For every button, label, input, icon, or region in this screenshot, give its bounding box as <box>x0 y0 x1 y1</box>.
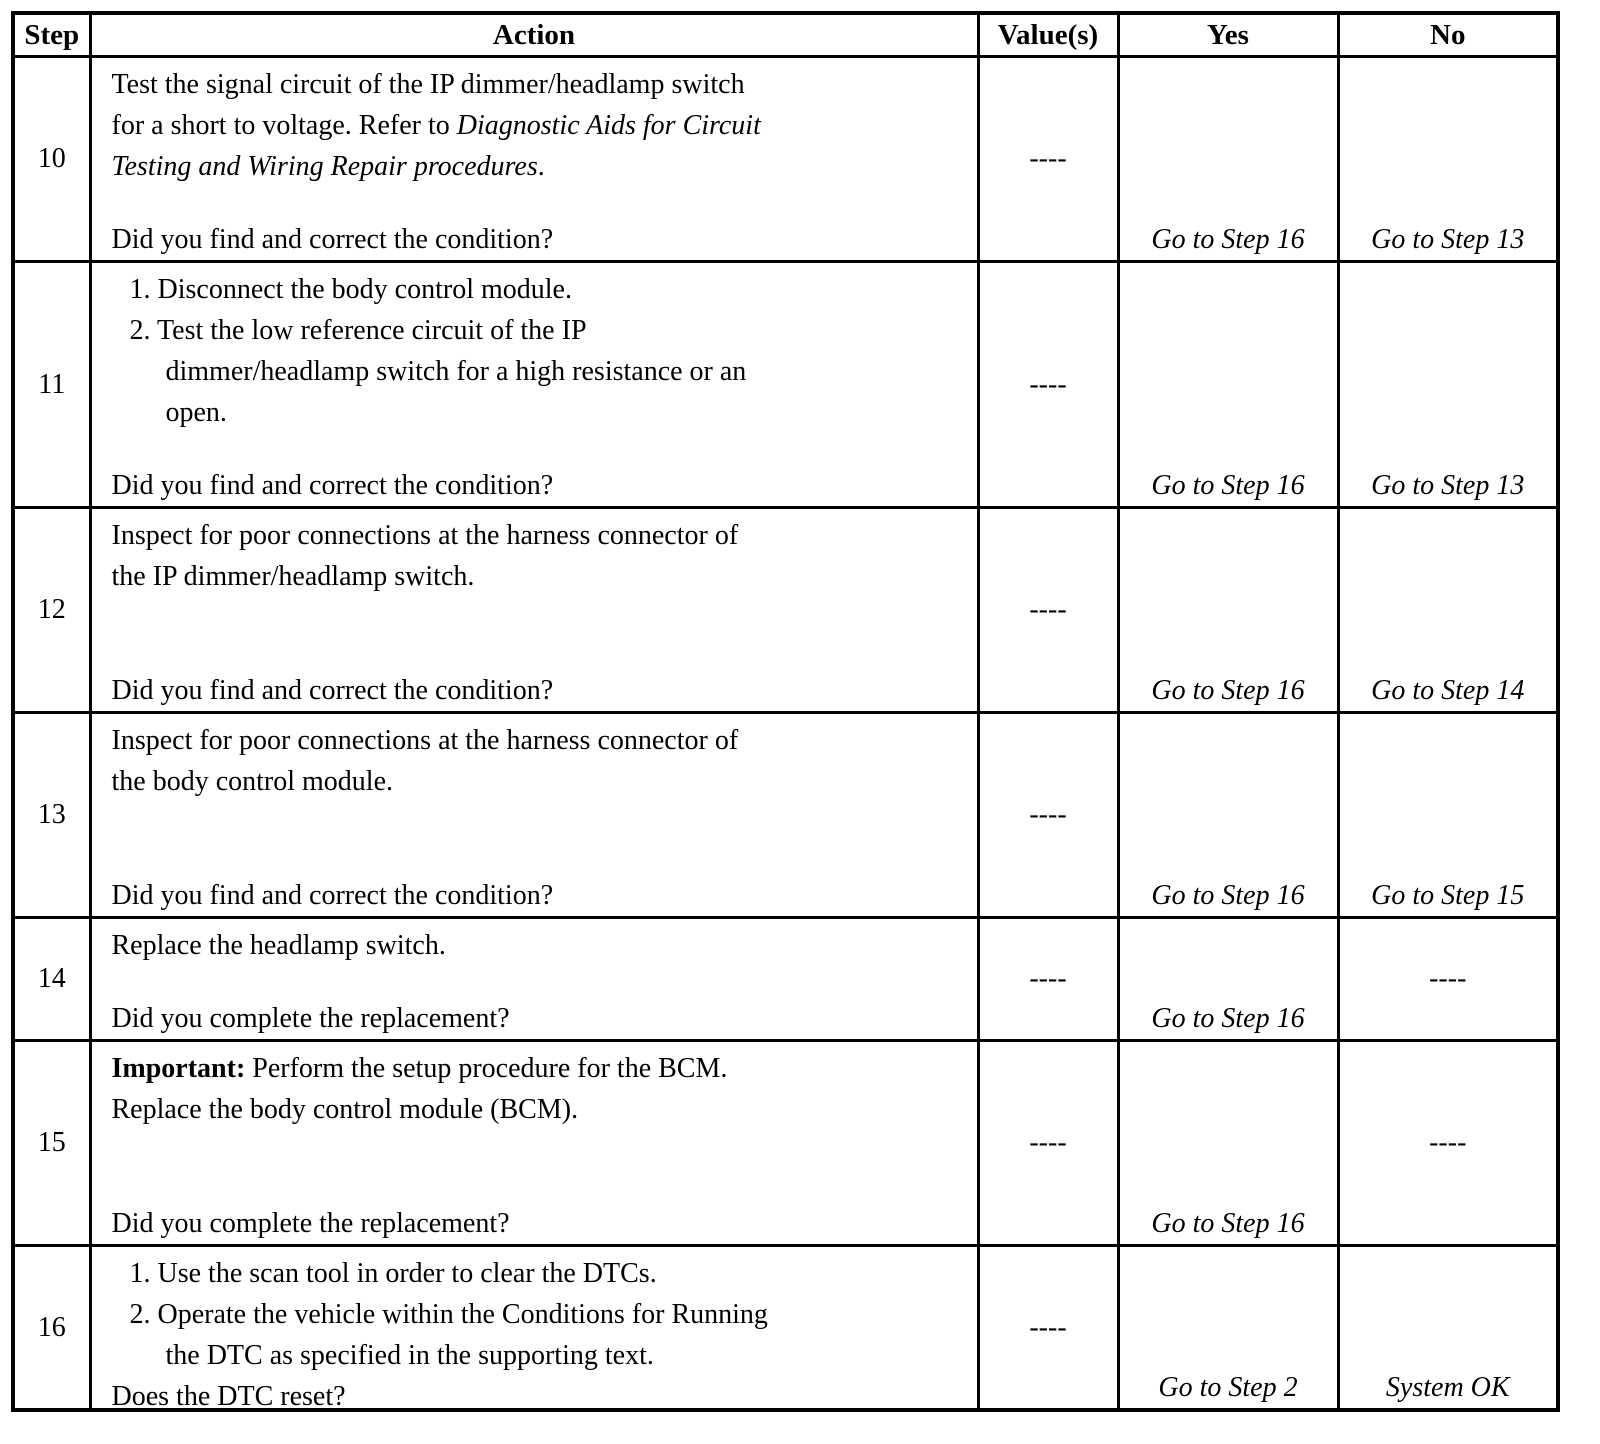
action-list-item: dimmer/headlamp switch for a high resistance or an <box>165 356 747 387</box>
action-cell <box>90 262 978 508</box>
value-cell: ---- <box>978 1041 1118 1246</box>
action-question: Did you find and correct the condition? <box>111 224 554 255</box>
value-cell: ---- <box>978 508 1118 713</box>
yes-link[interactable]: Go to Step 16 <box>1118 713 1338 918</box>
value-cell: ---- <box>978 713 1118 918</box>
no-link[interactable]: Go to Step 14 <box>1338 508 1558 713</box>
action-list-item: 1. Use the scan tool in order to clear the DTCs. <box>129 1258 657 1289</box>
action-cell <box>90 918 978 1041</box>
value-cell: ---- <box>978 918 1118 1041</box>
step-number: 11 <box>13 262 90 508</box>
action-list-item: 2. Test the low reference circuit of the IP <box>129 315 587 346</box>
value-cell: ---- <box>978 1246 1118 1411</box>
action-cell <box>90 713 978 918</box>
header-yes: Yes <box>1118 13 1338 57</box>
important-text: Perform the setup procedure for the BCM. <box>245 1053 728 1084</box>
step-number: 10 <box>13 57 90 262</box>
action-question: Did you complete the replacement? <box>111 1003 510 1034</box>
action-list-item: open. <box>165 397 227 428</box>
no-cell: ---- <box>1338 918 1558 1041</box>
action-question: Does the DTC reset? <box>111 1381 346 1412</box>
action-text: the IP dimmer/headlamp switch. <box>111 561 475 592</box>
no-link[interactable]: Go to Step 13 <box>1338 57 1558 262</box>
action-cell <box>90 57 978 262</box>
reference-link[interactable]: Testing and Wiring Repair procedures <box>111 151 538 182</box>
header-no: No <box>1338 13 1558 57</box>
yes-link[interactable]: Go to Step 16 <box>1118 57 1338 262</box>
step-number: 15 <box>13 1041 90 1246</box>
no-link[interactable]: System OK <box>1338 1246 1558 1411</box>
table-row <box>13 262 1558 508</box>
action-text: Replace the headlamp switch. <box>111 930 446 961</box>
table-row <box>13 508 1558 713</box>
step-number: 13 <box>13 713 90 918</box>
table-row <box>13 1246 1558 1411</box>
value-cell: ---- <box>978 57 1118 262</box>
value-cell: ---- <box>978 262 1118 508</box>
action-question: Did you find and correct the condition? <box>111 675 554 706</box>
yes-link[interactable]: Go to Step 16 <box>1118 262 1338 508</box>
table-row <box>13 57 1558 262</box>
action-text: Replace the body control module (BCM). <box>111 1094 579 1125</box>
table-row <box>13 713 1558 918</box>
action-list-item: the DTC as specified in the supporting text. <box>165 1340 654 1371</box>
action-cell <box>90 508 978 713</box>
action-text: for a short to voltage. Refer to <box>111 110 457 141</box>
diagnostic-table-container <box>11 11 1560 1412</box>
action-text: . <box>537 151 545 182</box>
step-number: 12 <box>13 508 90 713</box>
step-number: 14 <box>13 918 90 1041</box>
header-action: Action <box>90 13 978 57</box>
action-list-item: 2. Operate the vehicle within the Conditions for Running <box>129 1299 768 1330</box>
action-question: Did you find and correct the condition? <box>111 470 554 501</box>
action-list-item: 1. Disconnect the body control module. <box>129 274 572 305</box>
action-text: Inspect for poor connections at the harness connector of <box>111 520 739 551</box>
no-cell: ---- <box>1338 1041 1558 1246</box>
header-row <box>13 13 1558 57</box>
yes-link[interactable]: Go to Step 2 <box>1118 1246 1338 1411</box>
yes-link[interactable]: Go to Step 16 <box>1118 918 1338 1041</box>
header-values: Value(s) <box>978 13 1118 57</box>
reference-link[interactable]: Diagnostic Aids for Circuit <box>456 110 761 141</box>
diagnostic-table <box>11 11 1560 1412</box>
action-text: the body control module. <box>111 766 394 797</box>
action-cell <box>90 1041 978 1246</box>
table-row <box>13 1041 1558 1246</box>
action-cell <box>90 1246 978 1411</box>
no-link[interactable]: Go to Step 13 <box>1338 262 1558 508</box>
important-label: Important: <box>111 1053 246 1084</box>
header-step: Step <box>13 13 90 57</box>
no-link[interactable]: Go to Step 15 <box>1338 713 1558 918</box>
table-row <box>13 918 1558 1041</box>
step-number: 16 <box>13 1246 90 1411</box>
action-question: Did you find and correct the condition? <box>111 880 554 911</box>
action-text: Inspect for poor connections at the harness connector of <box>111 725 739 756</box>
yes-link[interactable]: Go to Step 16 <box>1118 508 1338 713</box>
yes-link[interactable]: Go to Step 16 <box>1118 1041 1338 1246</box>
action-text: Test the signal circuit of the IP dimmer/headlamp switch <box>111 69 745 100</box>
action-question: Did you complete the replacement? <box>111 1208 510 1239</box>
